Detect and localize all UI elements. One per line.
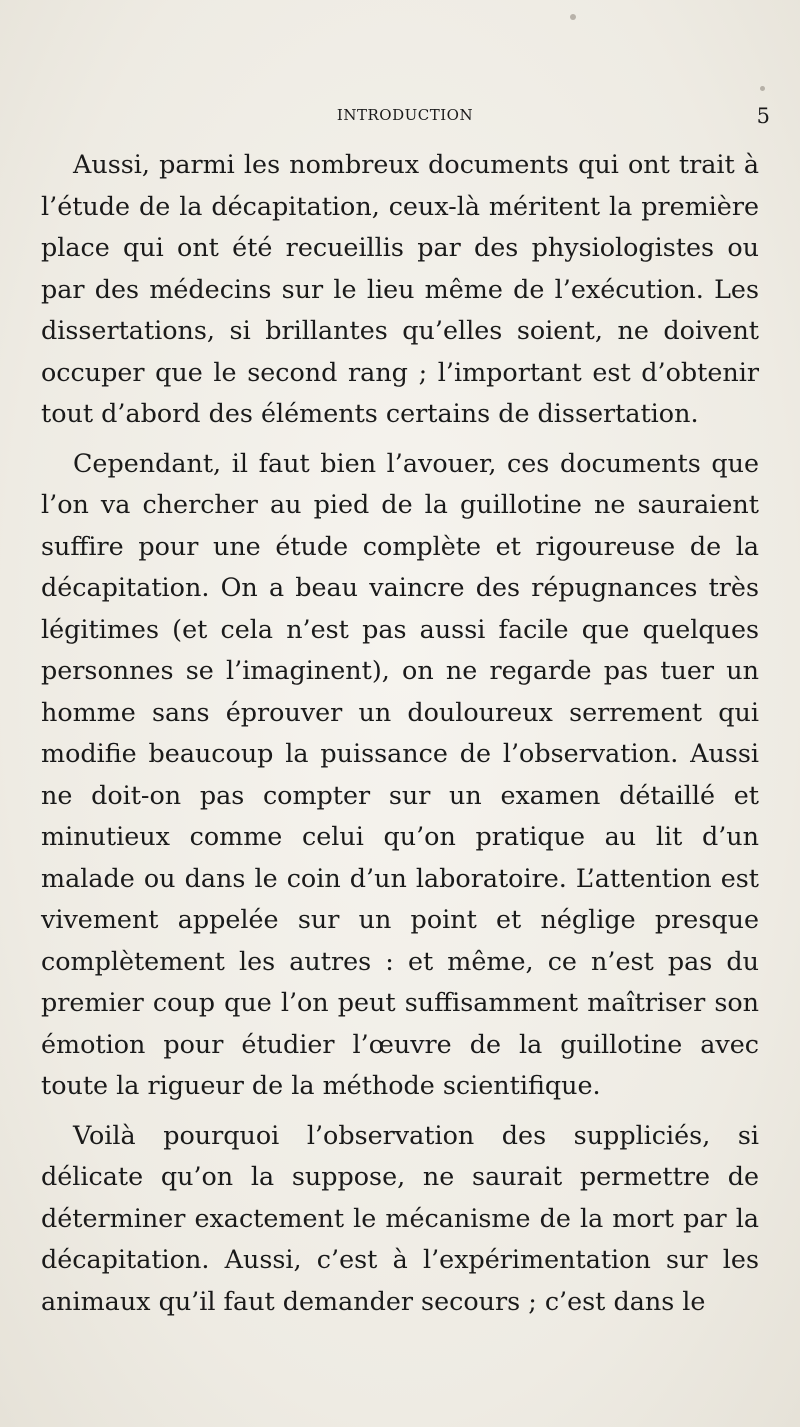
paragraph: Voilà pourquoi l’observation des suppliciés, si délicate qu’on la suppose, ne saurait permettre de déterminer exactement le mécanisme de la mort par la décapitation. Aussi, c’est à l’expérimentation sur les animaux qu’il faut demander secours ; c’est dans le — [41, 1119, 759, 1316]
paragraph: Cependant, il faut bien l’avouer, ces documents que l’on va chercher au pied de la guillotine ne sauraient suffire pour une étude complète et rigoureuse de la décapitation. On a beau vaincre des répugnances très légitimes (et cela n’est pas aussi facile que quelques personnes se l’imaginent), on ne regarde pas tuer un homme sans éprouver un douloureux serrement qui modifie beaucoup la puissance de l’observation. Aussi ne doit-on pas compter sur un examen détaillé et minutieux comme celui qu’on pratique au lit d’un malade ou dans le coin d’un laboratoire. L’attention est vivement appelée sur un point et néglige presque complètement les autres : et même, ce n’est pas du premier coup que l’on peut suffisamment maîtriser son émotion pour étudier l’œuvre de la guillotine avec toute la rigueur de la méthode scientifique. — [41, 447, 759, 1100]
running-head: INTRODUCTION — [336, 106, 474, 124]
page-number: 5 — [756, 104, 770, 128]
page-header — [40, 106, 770, 130]
body-text — [41, 144, 759, 1330]
print-speck — [760, 86, 765, 91]
paragraph: Aussi, parmi les nombreux documents qui ont trait à l’étude de la décapitation, ceux-là méritent la première place qui ont été recueillis par des physiologistes ou par des médecins sur le lieu même de l’exécution. Les dissertations, si brillantes qu’elles soient, ne doivent occuper que le second rang ; l’important est d’obtenir tout d’abord des éléments certains de dissertation. — [41, 149, 759, 428]
print-speck — [570, 14, 576, 20]
